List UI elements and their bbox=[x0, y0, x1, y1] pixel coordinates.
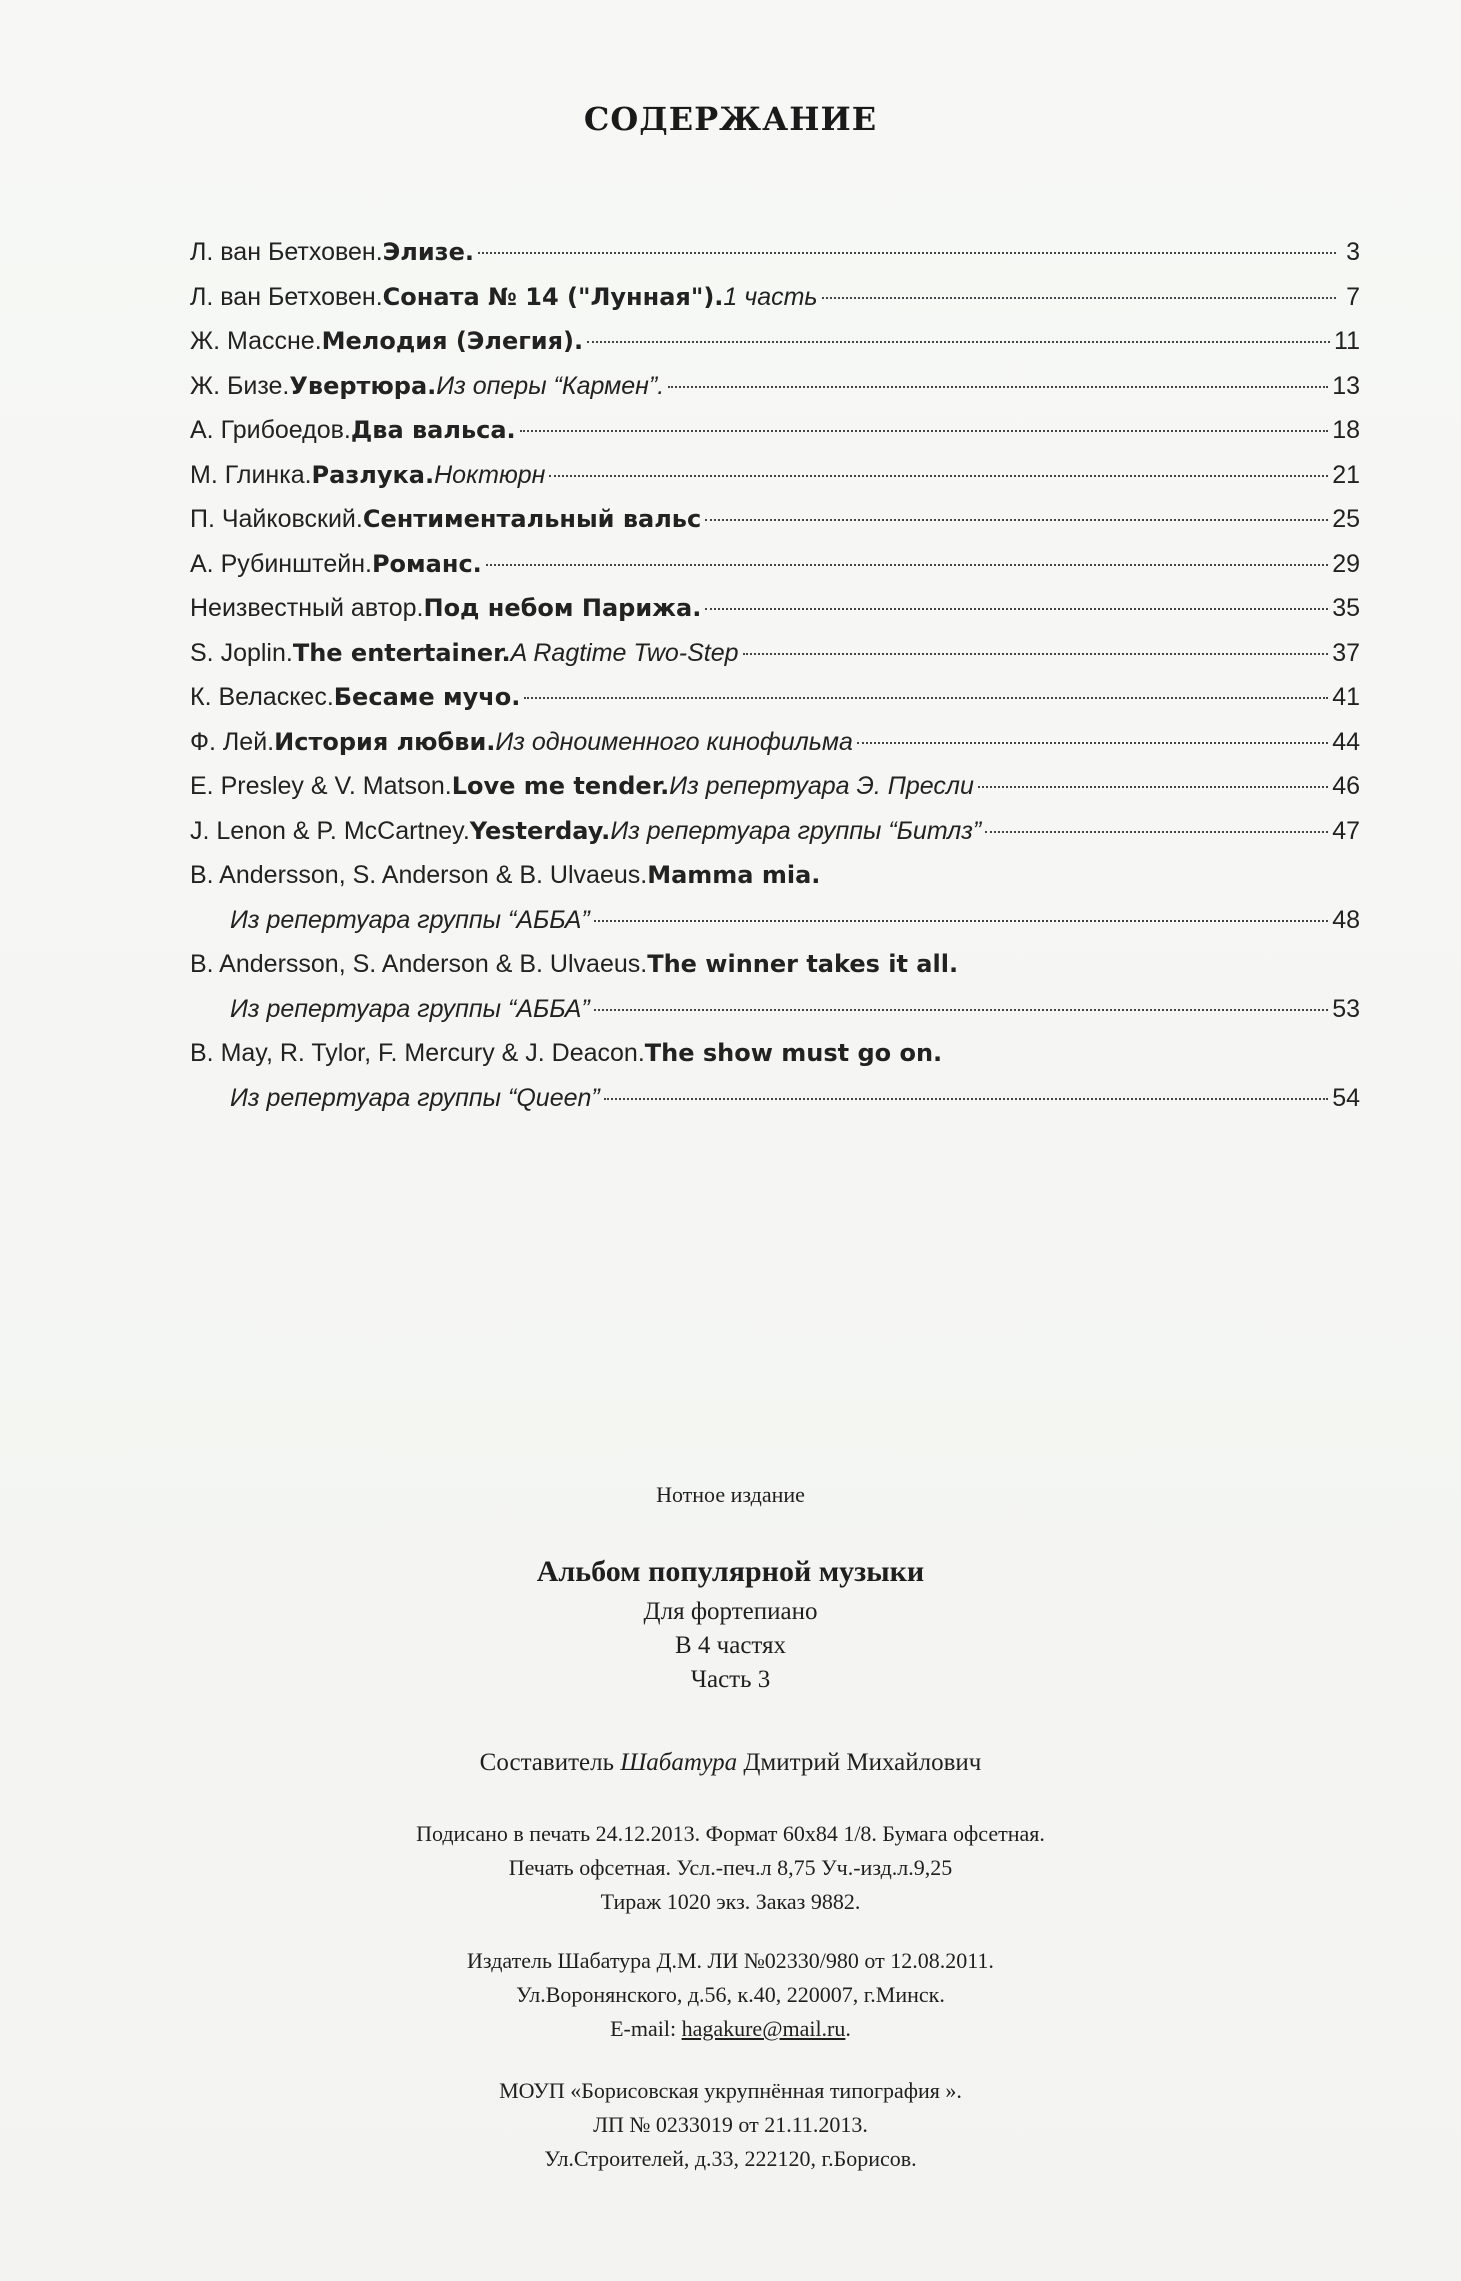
toc-entry-author: К. Веласкес. bbox=[190, 683, 334, 711]
toc-entry-page: 46 bbox=[1332, 772, 1360, 800]
album-subtitle-parts: В 4 частях bbox=[674, 1632, 787, 1659]
toc-entry-page: 21 bbox=[1332, 460, 1360, 489]
toc-entry-page: 47 bbox=[1332, 816, 1360, 845]
toc-entry-author: Л. ван Бетховен. bbox=[190, 282, 383, 311]
toc-entry[interactable] bbox=[190, 497, 1360, 542]
toc-entry-page: 7 bbox=[1346, 282, 1360, 311]
dot-leader bbox=[978, 786, 1328, 788]
dot-leader bbox=[705, 608, 1328, 610]
toc-entry-author: М. Глинка. bbox=[190, 460, 312, 489]
toc-entry-note: Из репертуара группы “АББА” bbox=[230, 905, 590, 934]
printer-line-2: ЛП № 0233019 от 21.11.2013. bbox=[593, 2112, 868, 2137]
publisher-line-2: Ул.Воронянского, д.56, к.40, 220007, г.Минск. bbox=[516, 1982, 945, 2007]
toc-list bbox=[190, 230, 1360, 1120]
email-label: E-mail: bbox=[610, 2016, 677, 2041]
toc-entry-line bbox=[190, 542, 1360, 587]
dot-leader bbox=[743, 653, 1329, 655]
toc-entry-page: 29 bbox=[1332, 549, 1360, 578]
toc-entry-page: 25 bbox=[1332, 505, 1360, 533]
toc-entry-title: История любви. bbox=[274, 727, 496, 756]
toc-entry-line bbox=[190, 319, 1360, 364]
toc-heading: СОДЕРЖАНИЕ bbox=[583, 100, 878, 138]
toc-entry-author: А. Грибоедов. bbox=[190, 416, 351, 444]
publisher-line-1: Издатель Шабатура Д.М. ЛИ №02330/980 от 12.08.2011. bbox=[467, 1948, 994, 1973]
toc-entry-line bbox=[190, 942, 1360, 987]
dot-leader bbox=[604, 1098, 1328, 1100]
compiler-label: Составитель bbox=[479, 1749, 614, 1776]
toc-entry[interactable] bbox=[190, 853, 1360, 942]
toc-entry[interactable] bbox=[190, 631, 1360, 676]
toc-entry-line bbox=[190, 497, 1360, 542]
printer-line-1: МОУП «Борисовская укрупнённая типография ». bbox=[499, 2078, 962, 2103]
album-subtitle-part-number: Часть 3 bbox=[690, 1666, 771, 1693]
dot-leader bbox=[668, 386, 1328, 388]
toc-entry-title: Два вальса. bbox=[350, 416, 516, 444]
toc-entry-page: 18 bbox=[1332, 416, 1360, 444]
toc-entry-author: Ж. Бизе. bbox=[190, 371, 290, 400]
toc-entry-author: J. Lenon & P. McCartney. bbox=[190, 816, 470, 845]
toc-entry[interactable] bbox=[190, 364, 1360, 409]
toc-entry-title: Бесаме мучо. bbox=[333, 683, 521, 711]
dot-leader bbox=[822, 297, 1336, 299]
toc-entry[interactable] bbox=[190, 942, 1360, 1031]
toc-entry-author: Ф. Лей. bbox=[190, 727, 275, 756]
compiler-name: Дмитрий Михайлович bbox=[743, 1749, 982, 1776]
toc-entry-note: Из репертуара группы “Битлз” bbox=[610, 816, 982, 845]
toc-entry-author: B. Andersson, S. Anderson & B. Ulvaeus. bbox=[190, 950, 648, 978]
toc-entry-page: 3 bbox=[1346, 238, 1360, 266]
email-line bbox=[0, 2012, 1461, 2046]
toc-entry-author: B. May, R. Tylor, F. Mercury & J. Deacon. bbox=[190, 1039, 645, 1067]
edition-type-label: Нотное издание bbox=[656, 1482, 805, 1507]
toc-entry[interactable] bbox=[190, 542, 1360, 587]
toc-entry-author: П. Чайковский. bbox=[190, 505, 363, 533]
dot-leader bbox=[705, 519, 1328, 521]
toc-entry-continuation bbox=[190, 987, 1360, 1032]
print-line-1: Подисано в печать 24.12.2013. Формат 60х84 1/8. Бумага офсетная. bbox=[416, 1821, 1045, 1846]
toc-entry-title: Mamma mia. bbox=[647, 861, 821, 889]
toc-entry-note: Из репертуара группы “Queen” bbox=[230, 1083, 600, 1112]
toc-entry-line bbox=[190, 230, 1360, 275]
toc-entry[interactable] bbox=[190, 1031, 1360, 1120]
compiler-surname: Шабатура bbox=[620, 1749, 738, 1776]
toc-entry[interactable] bbox=[190, 675, 1360, 720]
table-of-contents bbox=[190, 230, 1360, 1120]
toc-entry-note: Из репертуара Э. Пресли bbox=[669, 772, 974, 800]
toc-entry-author: B. Andersson, S. Anderson & B. Ulvaeus. bbox=[190, 861, 648, 889]
imprint-block bbox=[0, 1482, 1461, 1508]
print-details-block bbox=[0, 1817, 1461, 1919]
toc-entry-page: 54 bbox=[1332, 1083, 1360, 1112]
toc-entry-title: Мелодия (Элегия). bbox=[321, 327, 584, 355]
album-subtitle-instrument: Для фортепиано bbox=[643, 1598, 818, 1625]
toc-entry[interactable] bbox=[190, 764, 1360, 809]
toc-entry-title: Под небом Парижа. bbox=[423, 594, 702, 622]
email-suffix: . bbox=[845, 2016, 851, 2041]
dot-leader bbox=[520, 430, 1329, 432]
toc-entry[interactable] bbox=[190, 809, 1360, 854]
toc-entry-note: Из одноименного кинофильма bbox=[495, 727, 853, 756]
toc-entry-title: Сентиментальный вальс bbox=[362, 505, 702, 533]
toc-entry-line bbox=[190, 675, 1360, 720]
toc-entry-note: Из оперы “Кармен”. bbox=[436, 371, 665, 400]
dot-leader bbox=[549, 475, 1328, 477]
toc-entry-line bbox=[190, 853, 1360, 898]
toc-entry-line bbox=[190, 809, 1360, 854]
toc-entry-author: Неизвестный автор. bbox=[190, 594, 424, 622]
toc-entry[interactable] bbox=[190, 319, 1360, 364]
compiler-line bbox=[0, 1746, 1461, 1780]
dot-leader bbox=[587, 341, 1330, 343]
toc-entry-line bbox=[190, 631, 1360, 676]
toc-entry-line bbox=[190, 720, 1360, 765]
toc-entry-page: 13 bbox=[1332, 371, 1360, 400]
toc-entry-page: 44 bbox=[1332, 727, 1360, 756]
toc-entry-note: A Ragtime Two-Step bbox=[510, 638, 739, 667]
toc-entry-title: The winner takes it all. bbox=[647, 950, 959, 978]
toc-entry-title: The show must go on. bbox=[644, 1039, 943, 1067]
toc-entry-title: Соната № 14 ("Лунная"). bbox=[382, 282, 724, 311]
toc-entry[interactable] bbox=[190, 586, 1360, 631]
toc-entry[interactable] bbox=[190, 408, 1360, 453]
printer-block bbox=[0, 2074, 1461, 2176]
toc-entry-author: Ж. Массне. bbox=[190, 327, 322, 355]
toc-entry-title: Yesterday. bbox=[469, 816, 611, 845]
toc-entry-continuation bbox=[190, 1076, 1360, 1121]
toc-entry-title: Увертюра. bbox=[289, 371, 437, 400]
toc-entry-author: А. Рубинштейн. bbox=[190, 549, 372, 578]
toc-entry-page: 48 bbox=[1332, 905, 1360, 934]
toc-entry-title: Элизе. bbox=[382, 238, 475, 266]
toc-entry-title: Love me tender. bbox=[451, 772, 670, 800]
dot-leader bbox=[486, 564, 1328, 566]
compiler-block bbox=[0, 1746, 1461, 1780]
email-link[interactable]: hagakure@mail.ru bbox=[681, 2016, 846, 2041]
toc-entry-line bbox=[190, 453, 1360, 498]
toc-entry[interactable] bbox=[190, 453, 1360, 498]
toc-entry-page: 11 bbox=[1334, 327, 1360, 355]
toc-entry-continuation bbox=[190, 898, 1360, 943]
toc-entry-author: S. Joplin. bbox=[190, 638, 293, 667]
toc-entry-line bbox=[190, 364, 1360, 409]
toc-entry-note: Ноктюрн bbox=[434, 460, 546, 489]
toc-entry-line bbox=[190, 1031, 1360, 1076]
toc-entry-page: 53 bbox=[1332, 994, 1360, 1023]
toc-entry-author: E. Presley & V. Matson. bbox=[190, 772, 452, 800]
toc-entry-page: 35 bbox=[1332, 594, 1360, 622]
dot-leader bbox=[594, 920, 1328, 922]
toc-entry-note: Из репертуара группы “АББА” bbox=[230, 994, 590, 1023]
printer-line-3: Ул.Строителей, д.33, 222120, г.Борисов. bbox=[544, 2146, 917, 2171]
toc-entry-line bbox=[190, 275, 1360, 320]
dot-leader bbox=[524, 697, 1328, 699]
toc-entry-title: Разлука. bbox=[311, 460, 435, 489]
dot-leader bbox=[594, 1009, 1328, 1011]
toc-entry[interactable] bbox=[190, 720, 1360, 765]
toc-entry-page: 37 bbox=[1332, 638, 1360, 667]
toc-entry-line bbox=[190, 408, 1360, 453]
album-title: Альбом популярной музыки bbox=[536, 1555, 925, 1588]
print-line-3: Тираж 1020 экз. Заказ 9882. bbox=[600, 1889, 861, 1914]
publisher-block bbox=[0, 1944, 1461, 2046]
toc-entry-note: 1 часть bbox=[723, 282, 818, 311]
print-line-2: Печать офсетная. Усл.-печ.л 8,75 Уч.-изд.л.9,25 bbox=[508, 1855, 953, 1880]
toc-entry-page: 41 bbox=[1332, 683, 1360, 711]
toc-entry-line bbox=[190, 764, 1360, 809]
album-title-block bbox=[0, 1555, 1461, 1697]
dot-leader bbox=[985, 831, 1328, 833]
toc-entry[interactable] bbox=[190, 275, 1360, 320]
dot-leader bbox=[857, 742, 1328, 744]
toc-entry-title: The entertainer. bbox=[292, 638, 511, 667]
dot-leader bbox=[478, 252, 1336, 254]
toc-entry-title: Романс. bbox=[371, 549, 482, 578]
toc-entry[interactable] bbox=[190, 230, 1360, 275]
toc-entry-author: Л. ван Бетховен. bbox=[190, 238, 383, 266]
toc-entry-line bbox=[190, 586, 1360, 631]
